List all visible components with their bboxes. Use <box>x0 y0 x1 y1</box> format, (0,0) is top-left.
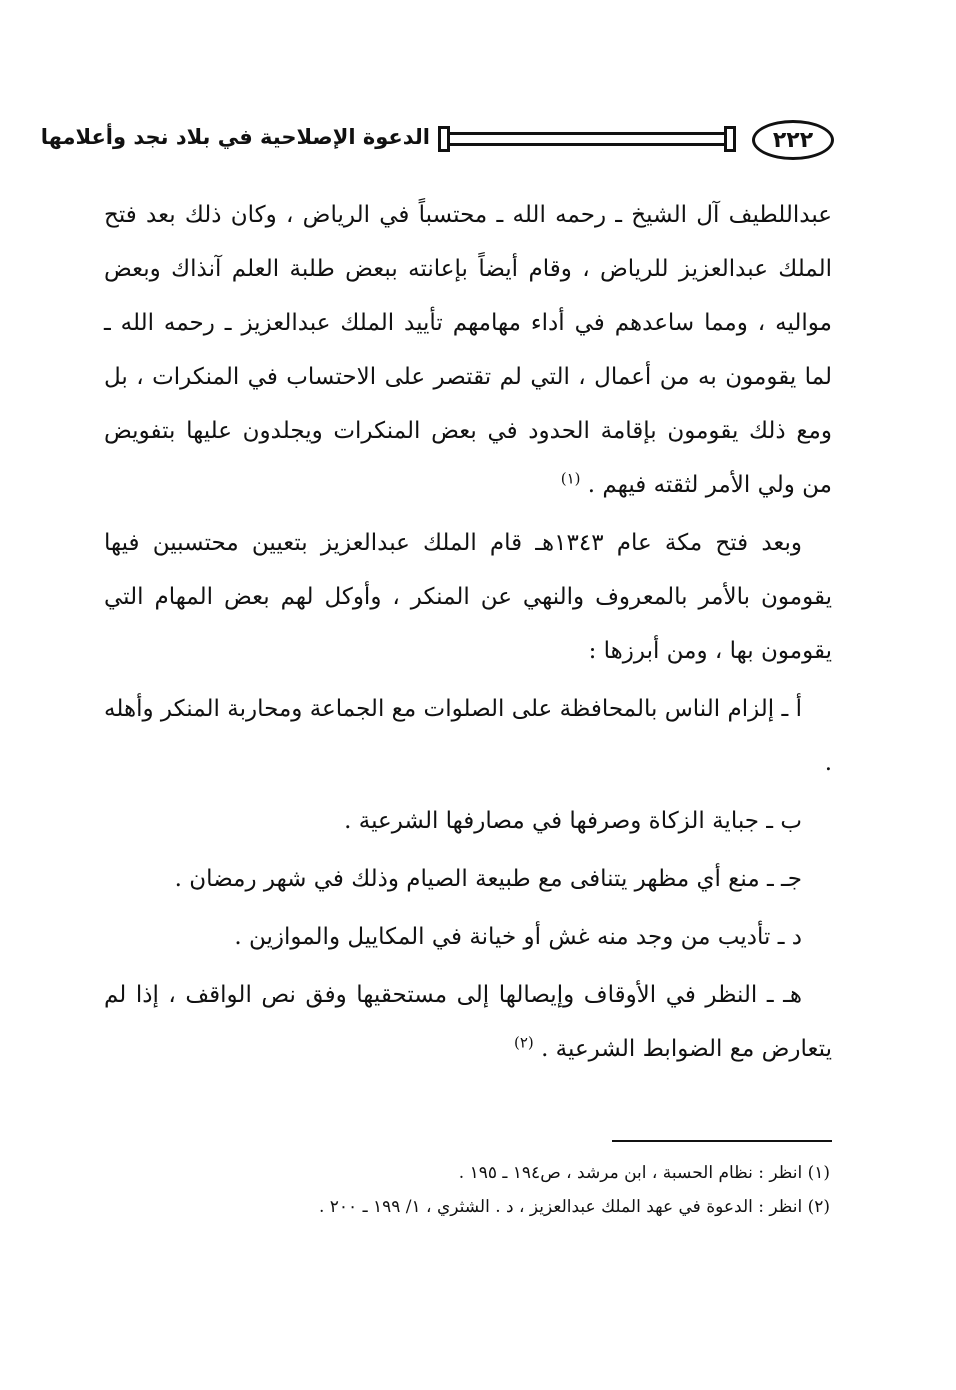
main-text <box>104 188 832 1080</box>
list-item: جـ ـ منع أي مظهر يتنافى مع طبيعة الصيام وذلك في شهر رمضان . <box>174 866 802 892</box>
footnote-marker: (٢) <box>513 1033 534 1052</box>
paragraph <box>104 188 832 512</box>
page-number-badge <box>752 120 834 160</box>
list-item: أ ـ إلزام الناس بالمحافظة على الصلوات مع الجماعة ومحاربة المنكر وأهله . <box>104 696 832 776</box>
paragraph: وبعد فتح مكة عام ١٣٤٣هـ قام الملك عبدالعزيز بتعيين محتسبين فيها يقومون بالأمر بالمعروف والنهي عن المنكر ، وأوكل لهم بعض المهام التي يقومون بها ، ومن أبرزها : <box>104 530 832 664</box>
footnote-divider <box>612 1140 832 1142</box>
page-header <box>40 116 834 168</box>
footnotes <box>110 1156 830 1224</box>
list-item: ب ـ جباية الزكاة وصرفها في مصارفها الشرعية . <box>344 808 802 834</box>
header-rule-end-left <box>438 126 450 152</box>
list-item <box>104 968 832 1076</box>
list-item-text: هـ ـ النظر في الأوقاف وإيصالها إلى مستحقيها وفق نص الواقف ، إذا لم يتعارض مع الضوابط الشرعية . <box>104 982 832 1062</box>
header-rule-end-right <box>724 126 736 152</box>
footnote: (١) انظر : نظام الحسبة ، ابن مرشد ، ص١٩٤ ـ ١٩٥ . <box>458 1163 830 1183</box>
header-double-rule <box>450 132 724 146</box>
page-number: ٢٢٢ <box>772 127 814 153</box>
paragraph-text: عبداللطيف آل الشيخ ـ رحمه الله ـ محتسباً في الرياض ، وكان ذلك بعد فتح الملك عبدالعزيز للرياض ، وقام أيضاً بإعانته ببعض طلبة العلم آنذاك وبعض مواليه ، ومما ساعدهم في أداء مهامهم تأييد الملك عبدالعزيز ـ رحمه الله ـ لما يقومون به من أعمال ، التي لم تقتصر على الاحتساب في المنكرات ، بل ومع ذلك يقومون بإقامة الحدود في بعض المنكرات ويجلدون عليها بتفويض من ولي الأمر لثقته فيهم . <box>104 202 832 498</box>
footnote-marker: (١) <box>560 469 581 488</box>
running-title: الدعوة الإصلاحية في بلاد نجد وأعلامها <box>40 125 430 149</box>
footnote: (٢) انظر : الدعوة في عهد الملك عبدالعزيز ، د . الشثري ، ١/ ١٩٩ ـ ٢٠٠ . <box>318 1197 830 1217</box>
list-item: د ـ تأديب من وجد منه غش أو خيانة في المكاييل والموازين . <box>234 924 802 950</box>
